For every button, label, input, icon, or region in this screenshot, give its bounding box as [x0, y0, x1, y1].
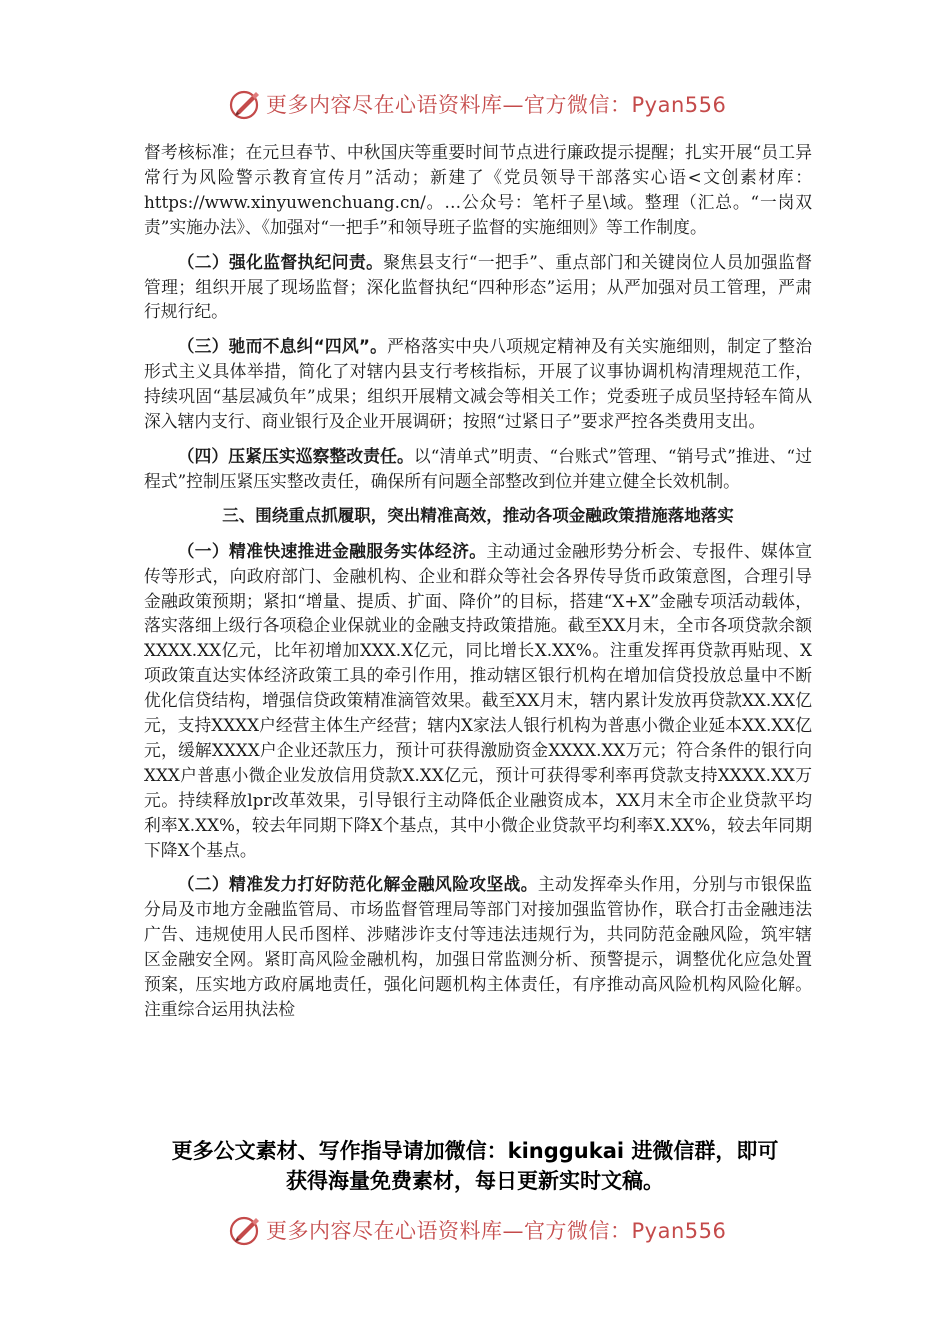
watermark-text: 更多内容尽在心语资料库—官方微信：Pyan556	[266, 1219, 727, 1243]
paragraph-lead: （二）强化监督执纪问责。	[177, 251, 384, 272]
paragraph-text: 主动发挥牵头作用，分别与市银保监分局及市地方金融监管局、市场监督管理局等部门对接加强监管协作，联合打击金融违法广告、违规使用人民币图样、涉赌涉诈支付等违法违规行为，共同防范金融风险，筑牢辖区金融安全网。紧盯高风险金融机构，加强日常监测分析、预警提示，调整优化应急处置预案，压实地方政府属地责任，强化问题机构主体责任，有序推动高风险机构风险化解。注重综合运用执法检	[144, 874, 812, 1019]
paragraph-text: 严格落实中央八项规定精神及有关实施细则，制定了整治形式主义具体举措，简化了对辖内县支行考核指标，开展了议事协调机构清理规范工作，持续巩固“基层减负年”成果；组织开展精文减会等相关工作；党委班子成员坚持轻车简从深入辖内支行、商业银行及企业开展调研；按照“过紧日子”要求严控各类费用支出。	[144, 336, 812, 432]
paragraph-lead: （四）压紧压实巡察整改责任。	[177, 445, 414, 466]
paragraph-financial-service	[144, 539, 812, 863]
pen-logo-icon	[228, 1213, 262, 1247]
paragraph-text: 主动通过金融形势分析会、专报件、媒体宣传等形式，向政府部门、金融机构、企业和群众等社会各界传导货币政策意图，合理引导金融政策预期；紧扣“增量、提质、扩面、降价”的目标，搭建“X+X”金融专项活动载体，落实落细上级行各项稳企业保就业的金融支持政策措施。截至XX月末，全市各项贷款余额XXXX.XX亿元，比年初增加XXX.X亿元，同比增长X.XX%。注重发挥再贷款再贴现、X项政策直达实体经济政策工具的牵引作用，推动辖区银行机构在增加信贷投放总量中不断优化信贷结构，增强信贷政策精准滴管效果。截至XX月末，辖内累计发放再贷款XX.XX亿元，支持XXXX户经营主体生产经营；辖内X家法人银行机构为普惠小微企业延本XX.XX亿元，缓解XXXX户企业还款压力，预计可获得激励资金XXXX.XX万元；符合条件的银行向XXX户普惠小微企业发放信用贷款X.XX亿元，预计可获得零利率再贷款支持XXXX.XX万元。持续释放lpr改革效果，引导银行主动降低企业融资成本，XX月末全市企业贷款平均利率X.XX%，较去年同期下降X个基点，其中小微企业贷款平均利率X.XX%，较去年同期下降X个基点。	[144, 540, 812, 860]
watermark-header	[228, 86, 726, 122]
paragraph-four-winds	[144, 334, 812, 434]
promo-line-1: 更多公文素材、写作指导请加微信：kinggukai 进微信群，即可	[171, 1139, 779, 1163]
promo-banner	[130, 1136, 820, 1196]
paragraph-text: 以“清单式”明责、“台账式”管理、“销号式”推进、“过程式”控制压紧压实整改责任，确保所有问题全部整改到位并建立健全长效机制。	[144, 445, 812, 491]
paragraph-inspection	[144, 444, 812, 494]
watermark-footer	[228, 1212, 726, 1248]
paragraph-lead: （二）精准发力打好防范化解金融风险攻坚战。	[177, 874, 538, 895]
paragraph-continued	[144, 140, 812, 240]
document-body	[144, 140, 812, 1032]
paragraph-risk-prevention	[144, 872, 812, 1021]
paragraph-supervision	[144, 250, 812, 325]
paragraph-text: 聚焦县支行“一把手”、重点部门和关键岗位人员加强监督管理；组织开展了现场监督；深化监督执纪“四种形态”运用；从严加强对员工管理，严肃行规行纪。	[144, 251, 812, 322]
pen-logo-icon	[228, 87, 262, 121]
section-heading: 三、围绕重点抓履职，突出精准高效，推动各项金融政策措施落地落实	[222, 505, 734, 525]
promo-line-2: 获得海量免费素材，每日更新实时文稿。	[286, 1169, 664, 1193]
watermark-text: 更多内容尽在心语资料库—官方微信：Pyan556	[266, 93, 727, 117]
paragraph-lead: （一）精准快速推进金融服务实体经济。	[177, 540, 487, 561]
paragraph-text: 督考核标准；在元旦春节、中秋国庆等重要时间节点进行廉政提示提醒；扎实开展“员工异常行为风险警示教育宣传月”活动；新建了《党员领导干部落实心语<文创素材库：https://www.xinyuwenchuang.cn/。…公众号：笔杆子星\域。整理（汇总。“一岗双责”实施办法》、《加强对“一把手”和领导班子监督的实施细则》等工作制度。	[144, 142, 812, 237]
paragraph-lead: （三）驰而不息纠“四风”。	[177, 336, 388, 357]
